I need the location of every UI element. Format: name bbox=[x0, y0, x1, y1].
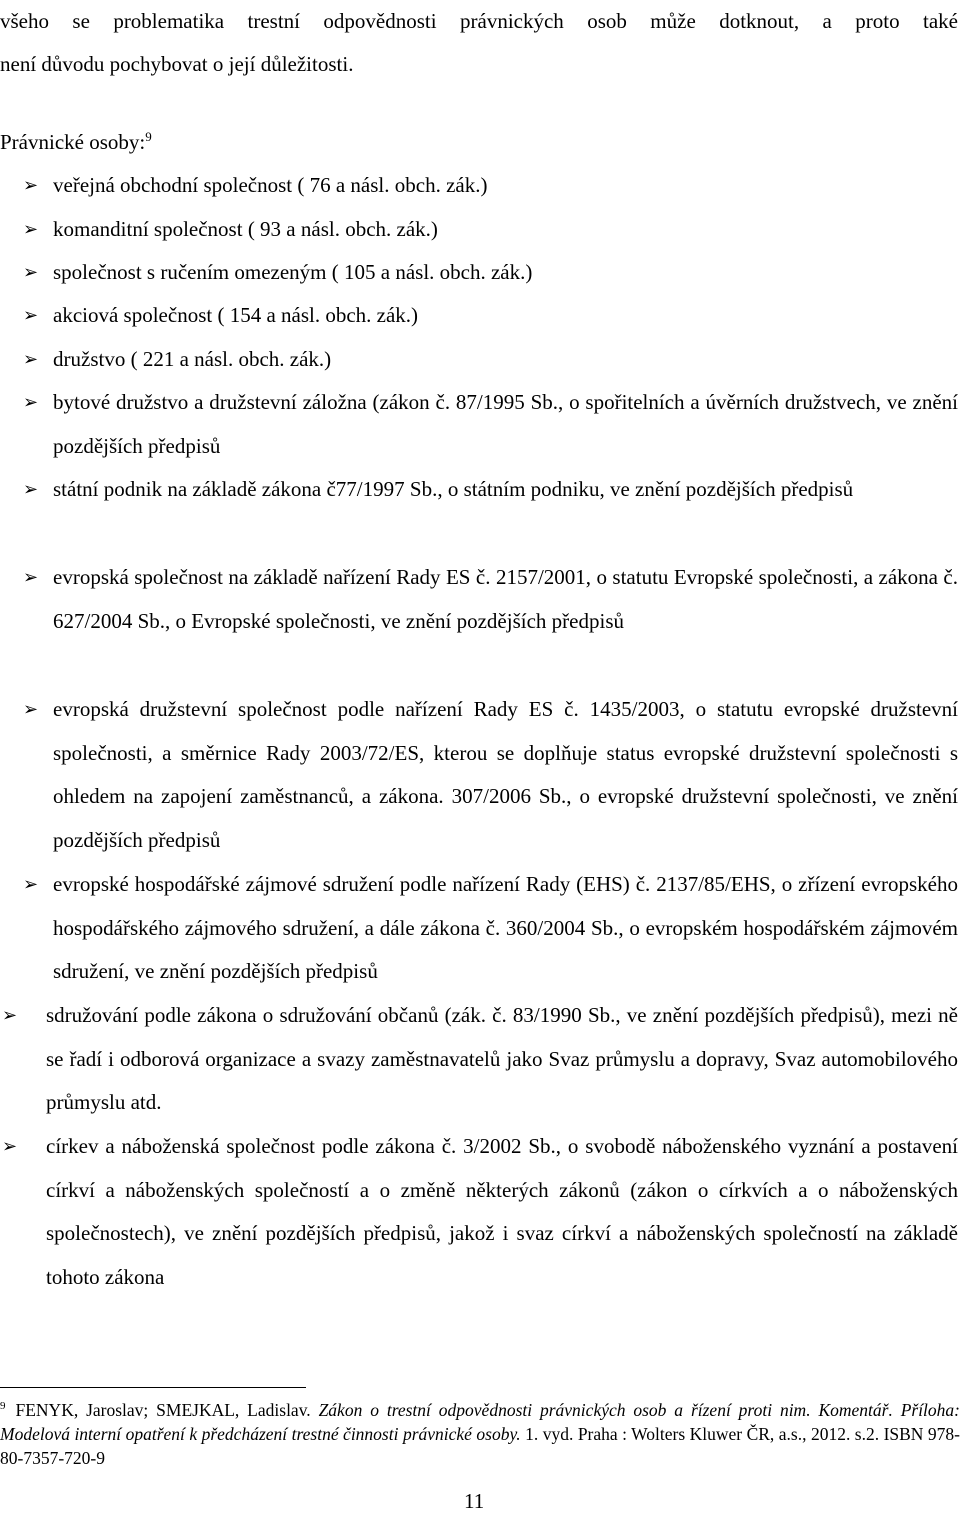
list-item-text: bytové družstvo a družstevní záložna (zákon č. 87/1995 Sb., o spořitelních a úvěrních družstvech, ve znění pozdějších předpisů bbox=[53, 390, 958, 458]
list-item bbox=[2, 994, 958, 1125]
list-item bbox=[23, 468, 958, 512]
list-item-text: státní podnik na základě zákona č77/1997 Sb., o státním podniku, ve znění pozdějších předpisů bbox=[53, 477, 854, 501]
intro-line-2: není důvodu pochybovat o její důležitosti. bbox=[0, 52, 354, 76]
arrow-bullet-icon: ➢ bbox=[23, 874, 39, 894]
list-item-text: společnost s ručením omezeným ( 105 a násl. obch. zák.) bbox=[53, 260, 533, 284]
section-title bbox=[0, 121, 152, 164]
arrow-bullet-icon: ➢ bbox=[2, 1005, 18, 1025]
list-item bbox=[23, 251, 703, 295]
list-item bbox=[23, 338, 653, 382]
footnote-title: Zákon o trestní odpovědnosti právnických osob a řízení proti nim. Komentář. Příloha: Modelová interní opatření k předcházení trestné činnosti právnické osoby. bbox=[0, 1400, 960, 1444]
intro-paragraph bbox=[0, 0, 958, 86]
list-item-text: evropská společnost na základě nařízení Rady ES č. 2157/2001, o statutu Evropské společnosti, a zákona č. 627/2004 Sb., o Evropské společnosti, ve znění pozdějších předpisů bbox=[53, 565, 958, 633]
list-item bbox=[23, 688, 958, 862]
arrow-bullet-icon: ➢ bbox=[2, 1136, 18, 1156]
arrow-bullet-icon: ➢ bbox=[23, 175, 39, 195]
page-number: 11 bbox=[464, 1489, 485, 1513]
list-item-text: evropská družstevní společnost podle nařízení Rady ES č. 1435/2003, o statutu evropské družstevní společnosti, a směrnice Rady 2003/72/ES, kterou se doplňuje status evropské družstevní společnosti s ohledem na zapojení zaměstnanců, a zákona. 307/2006 Sb., o evropské družstevní společnosti, ve znění pozdějších předpisů bbox=[53, 697, 958, 852]
footnote-authors: FENYK, Jaroslav; SMEJKAL, Ladislav. bbox=[15, 1400, 311, 1420]
list-item bbox=[23, 208, 653, 252]
list-item bbox=[2, 1125, 958, 1299]
footnote-publication: 1. vyd. Praha : Wolters Kluwer ČR, a.s., 2012. s.2. ISBN 978-80-7357-720-9 bbox=[0, 1424, 960, 1468]
arrow-bullet-icon: ➢ bbox=[23, 305, 39, 325]
list-item-text: církev a náboženská společnost podle zákona č. 3/2002 Sb., o svobodě náboženského vyznání a postavení církví a náboženských společností a o změně některých zákonů (zákon o církvích a o náboženských společnostech), ve znění pozdějších předpisů, jakož i svaz církví a náboženských společností na základě tohoto zákona bbox=[46, 1134, 958, 1289]
list-item-text: evropské hospodářské zájmové sdružení podle nařízení Rady (EHS) č. 2137/85/EHS, o zřízení evropského hospodářského zájmového sdružení, a dále zákona č. 360/2004 Sb., o evropském hospodářském zájmovém sdružení, ve znění pozdějších předpisů bbox=[53, 872, 958, 983]
footnote-number: 9 bbox=[0, 1400, 6, 1412]
list-item bbox=[23, 863, 958, 994]
arrow-bullet-icon: ➢ bbox=[23, 392, 39, 412]
arrow-bullet-icon: ➢ bbox=[23, 349, 39, 369]
list-item-text: veřejná obchodní společnost ( 76 a násl. obch. zák.) bbox=[53, 173, 488, 197]
list-item bbox=[23, 381, 958, 468]
list-item bbox=[23, 556, 958, 643]
list-item-text: komanditní společnost ( 93 a násl. obch. zák.) bbox=[53, 217, 438, 241]
arrow-bullet-icon: ➢ bbox=[23, 567, 39, 587]
list-item-text: akciová společnost ( 154 a násl. obch. zák.) bbox=[53, 303, 419, 327]
intro-line-1: všeho se problematika trestní odpovědnosti právnických osob může dotknout, a proto také bbox=[0, 9, 958, 33]
list-item bbox=[23, 164, 653, 208]
section-title-text: Právnické osoby: bbox=[0, 130, 146, 154]
list-item-text: sdružování podle zákona o sdružování občanů (zák. č. 83/1990 Sb., ve znění pozdějších předpisů), mezi ně se řadí i odborová organizace a svazy zaměstnavatelů jako Svaz průmyslu a dopravy, Svaz automobilového průmyslu atd. bbox=[46, 1003, 958, 1114]
arrow-bullet-icon: ➢ bbox=[23, 219, 39, 239]
arrow-bullet-icon: ➢ bbox=[23, 262, 39, 282]
list-item bbox=[23, 294, 653, 338]
footnote bbox=[0, 1398, 960, 1470]
arrow-bullet-icon: ➢ bbox=[23, 479, 39, 499]
footnote-separator bbox=[0, 1387, 306, 1388]
footnote-reference: 9 bbox=[145, 129, 152, 144]
list-item-text: družstvo ( 221 a násl. obch. zák.) bbox=[53, 347, 332, 371]
arrow-bullet-icon: ➢ bbox=[23, 699, 39, 719]
